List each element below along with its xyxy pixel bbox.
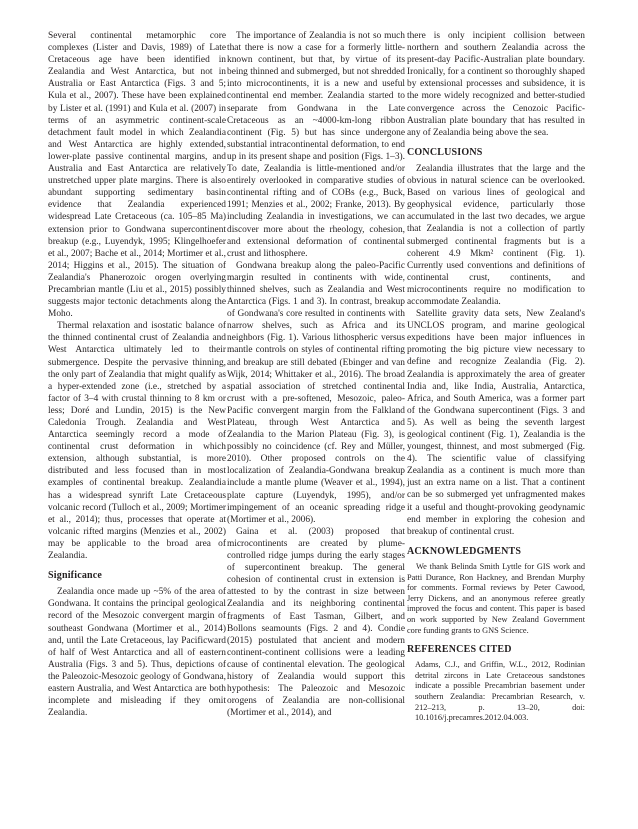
column-1 [48,30,226,719]
section-heading-conclusions: CONCLUSIONS [407,146,483,158]
acknowledgments-text: We thank Belinda Smith Lyttle for GIS work and Patti Durance, Ron Hackney, and Brendan Murphy for comments. Formal reviews by Peter Cawood, Jerry Dickens, and an anonymous referee greatly improved the focus and content. This paper is based on work supported by New Zealand Government core funding grants to GNS Science. [407,561,585,635]
body-paragraph: Gaina et al. (2003) proposed that microcontinents are created by plume-controlled ridge jumps during the early stages of supercontinent breakup. The general cohesion of continental crust in extension is attested to by the contrast in size between Zealandia and its neighboring continental fragments of East Tasman, Gilbert, and Bollons seamounts (Figs. 2 and 4). Condie (2015) postulated that ancient and modern continent-continent collisions were a leading cause of continental elevation. The geological history of Zealandia would support this hypothesis: The Paleozoic and Mesozoic orogens of Zealandia are non-collisional (Mortimer et al., 2014), and [227,526,405,719]
body-paragraph: Several continental metamorphic core complexes (Lister and Davis, 1989) of Late Cretaceous age have been identified in Zealandia and West Antarctica, but not in Australia or East Antarctica (Figs. 3 and 5; Kula et al., 2007). These have been explained by Lister et al. (1991) and Kula et al. (2007) in terms of an asymmetric continent-scale detachment fault model in which Zealandia and West Antarctica are highly extended, lower-plate passive continental margins, and Australia and East Antarctica are relatively unstretched upper plate margins. There is also abundant supporting sedimentary basin evidence that Zealandia experienced widespread Late Cretaceous (ca. 105–85 Ma) extension prior to Gondwana supercontinent breakup (e.g., Luyendyk, 1995; Klingelhoefer et al., 2007; Bache et al., 2014; Mortimer et al., 2014; Higgins et al., 2015). The situation of Zealandia's Phanerozoic orogen overlying Precambrian mantle (Liu et al., 2015) possibly suggests major tectonic detachments along the Moho. [48,31,226,320]
body-paragraph: The importance of Zealandia is not so much that there is now a case for a formerly little-known continent, but that, by virtue of its being thinned and submerged, but not shredded into microcontinents, it is a new and useful continental end member. Zealandia started to separate from Gondwana in the Late Cretaceous as an ~4000-km-long ribbon continent (Fig. 5) but has since undergone substantial intracontinental deformation, to end up in its present shape and position (Figs. 1–3). To date, Zealandia is little-mentioned and/or entirely overlooked in comparative studies of continental rifting and of COBs (e.g., Buck, 1991; Menzies et al., 2002; Franke, 2013). By including Zealandia in investigations, we can discover more about the rheology, cohesion, and extensional deformation of continental crust and lithosphere. [227,31,405,259]
column-2 [227,30,405,719]
references-list [407,660,585,724]
section-heading-references: REFERENCES CITED [407,644,512,656]
body-paragraph: there is only incipient collision between northern and southern Zealandia across the present-day Pacific-Australian plate boundary. Ironically, for a continent so thoroughly shaped by extensional processes and subsidence, it is the more widely recognized and better-studied convergence across the Cenozoic Pacific-Australian plate boundary that has resulted in any of Zealandia being above the sea. [407,31,585,138]
body-paragraph: Zealandia once made up ~5% of the area of Gondwana. It contains the principal geological record of the Mesozoic convergent margin of southeast Gondwana (Mortimer et al., 2014) and, until the Late Cretaceous, lay Pacificward of half of West Antarctica and all of eastern Australia (Figs. 3 and 5). Thus, depictions of the Paleozoic-Mesozoic geology of Gondwana, eastern Australia, and West Antarctica are both incomplete and misleading if they omit Zealandia. [48,587,226,719]
body-paragraph: Zealandia illustrates that the large and the obvious in natural science can be overlooked. Based on various lines of geological and geophysical evidence, particularly those accumulated in the last two decades, we argue that Zealandia is not a collection of partly submerged continental fragments but is a coherent 4.9 Mkm² continent (Fig. 1). Currently used conventions and definitions of continental crust, continents, and microcontinents require no modification to accommodate Zealandia. [407,163,585,307]
section-heading-significance: Significance [48,570,103,582]
body-paragraph: Gondwana breakup along the paleo-Pacific margin resulted in continents with wide, thinned shelves, such as Zealandia and West Antarctica (Figs. 1 and 3). In contrast, breakup of Gondwana's core resulted in continents with narrow shelves, such as Africa and its neighbors (Fig. 1). Various lithospheric versus mantle controls on styles of continental rifting and breakup are still debated (Ebinger and van Wijk, 2014; Whittaker et al., 2016). The broad spatial association of stretched continental crust with a pre-softened, Mesozoic, paleo-Pacific convergent margin from the Falkland Plateau, through West Antarctica and Zealandia to the Marion Plateau (Fig. 3), is possibly no coincidence (cf. Rey and Müller, 2010). Other proposed controls on the localization of Zealandia-Gondwana breakup include a mantle plume (Weaver et al., 1994), plate capture (Luyendyk, 1995), and/or impingement of an oceanic spreading ridge (Mortimer et al., 2006). [227,260,405,525]
reference-entry: Adams, C.J., and Griffin, W.L., 2012, Rodinian detrital zircons in Late Cretaceous sandstones indicate a possible Precambrian basement under southern Zealandia: Precambrian Research, v. 212–213, p. 13–20, doi: 10.1016/j.precamres.2012.04.003. [415,660,585,723]
acknowledgments-block [407,562,585,636]
body-paragraph: Thermal relaxation and isostatic balance of the thinned continental crust of Zealandia and West Antarctica ultimately led to their submergence. Despite the pervasive thinning, the only part of Zealandia that might qualify as a hyper-extended zone (i.e., stretched by a factor of 3–4 with crustal thinning to 8 km or less; Doré and Lundin, 2015) is the New Caledonia Trough. Zealandia and West Antarctica seemingly record a mode of continental crust deformation in which extension, although substantial, is more distributed and less focused than in most examples of continental breakup. Zealandia has a widespread synrift Late Cretaceous volcanic record (Tulloch et al., 2009; Mortimer et al., 2014); thus, processes that operate at volcanic rifted margins (Menzies et al., 2002) may be applicable to the broad area of Zealandia. [48,321,226,562]
column-3 [407,30,585,724]
body-paragraph: Satellite gravity data sets, New Zealand's UNCLOS program, and marine geological expeditions have been major influences in promoting the big picture view necessary to define and recognize Zealandia (Fig. 2). Zealandia is approximately the area of greater India and, like India, Australia, Antarctica, Africa, and South America, was a former part of the Gondwana supercontinent (Figs. 3 and 5). As well as being the seventh largest geological continent (Fig. 1), Zealandia is the youngest, thinnest, and most submerged (Fig. 4). The scientific value of classifying Zealandia as a continent is much more than just an extra name on a list. That a continent can be so submerged yet unfragmented makes it a useful and thought-provoking geodynamic end member in exploring the cohesion and breakup of continental crust. [407,309,585,537]
section-heading-acknowledgments: ACKNOWLEDGMENTS [407,545,522,557]
